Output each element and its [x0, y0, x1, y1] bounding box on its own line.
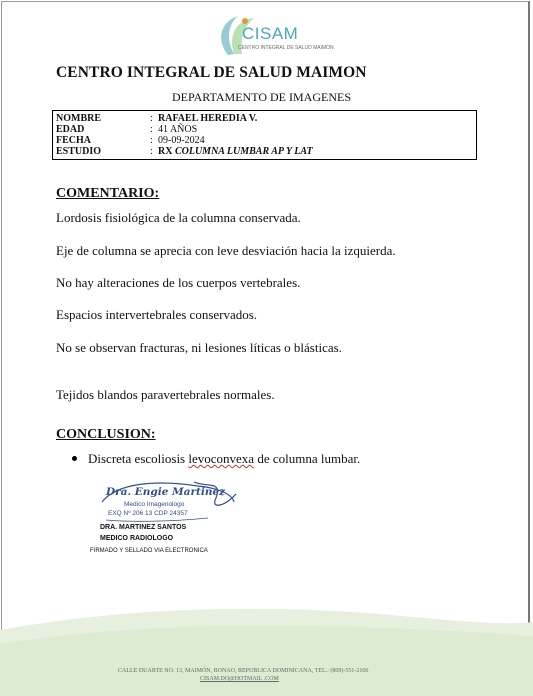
- label-nombre: NOMBRE: [56, 113, 101, 124]
- comentario-line: No hay alteraciones de los cuerpos vertebrales.: [56, 275, 301, 290]
- comentario-line: Tejidos blandos paravertebrales normales.: [56, 387, 275, 402]
- signature-note: FIRMADO Y SELLADO VIA ELECTRONICA: [90, 548, 208, 554]
- value-fecha: 09-09-2024: [158, 135, 205, 146]
- value-estudio-prefix: RX: [158, 146, 175, 157]
- separator: :: [150, 113, 153, 124]
- value-estudio: [158, 146, 313, 157]
- conclusion-heading: CONCLUSION:: [56, 427, 156, 442]
- signer-name: DRA. MARTINEZ SANTOS: [100, 524, 187, 531]
- department-name: DEPARTAMENTO DE IMAGENES: [172, 90, 351, 104]
- comentario-line: Eje de columna se aprecia con leve desviación hacia la izquierda.: [56, 243, 396, 258]
- label-edad: EDAD: [56, 124, 85, 135]
- label-estudio: ESTUDIO: [56, 146, 102, 157]
- bullet-icon: [72, 456, 77, 461]
- footer-email: CISAM.DO@HOTMAIL .COM: [200, 676, 279, 682]
- comentario-line: No se observan fracturas, ni lesiones líticas o blásticas.: [56, 340, 342, 355]
- stamp-doctor-role: Medico Imagenologo: [124, 501, 185, 508]
- logo-wordmark: CISAM: [242, 24, 299, 43]
- separator: :: [150, 124, 153, 135]
- comentario-line: Lordosis fisiológica de la columna conservada.: [56, 210, 301, 225]
- value-edad: 41 AÑOS: [158, 124, 198, 135]
- stamp-exequatur: EXQ Nº 206 13 CDP 24357: [108, 510, 188, 517]
- separator: :: [150, 146, 153, 157]
- patient-info-box: [52, 110, 477, 160]
- label-fecha: FECHA: [56, 135, 91, 146]
- page-title: CENTRO INTEGRAL DE SALUD MAIMON: [56, 64, 367, 81]
- comentario-line: Espacios intervertebrales conservados.: [56, 307, 258, 322]
- comentario-heading: COMENTARIO:: [56, 186, 160, 201]
- spellcheck-flagged-word: levoconvexa: [188, 451, 255, 466]
- signer-role: MEDICO RADIOLOGO: [100, 535, 174, 542]
- value-estudio-name: COLUMNA LUMBAR AP Y LAT: [174, 146, 313, 157]
- footer-address: CALLE DUARTE NO. 13, MAIMÓN, BONAO, REPUBLICA DOMINICANA, TEL.: (809)-551-2106: [118, 668, 369, 674]
- logo-subtitle: CENTRO INTEGRAL DE SALUD MAIMON: [238, 45, 334, 51]
- separator: :: [150, 135, 153, 146]
- conclusion-item: Discreta escoliosis levoconvexa de columna lumbar.: [88, 451, 361, 466]
- value-nombre: RAFAEL HEREDIA V.: [158, 113, 258, 124]
- stamp-doctor-name: Dra. Engie Martinez: [106, 486, 226, 498]
